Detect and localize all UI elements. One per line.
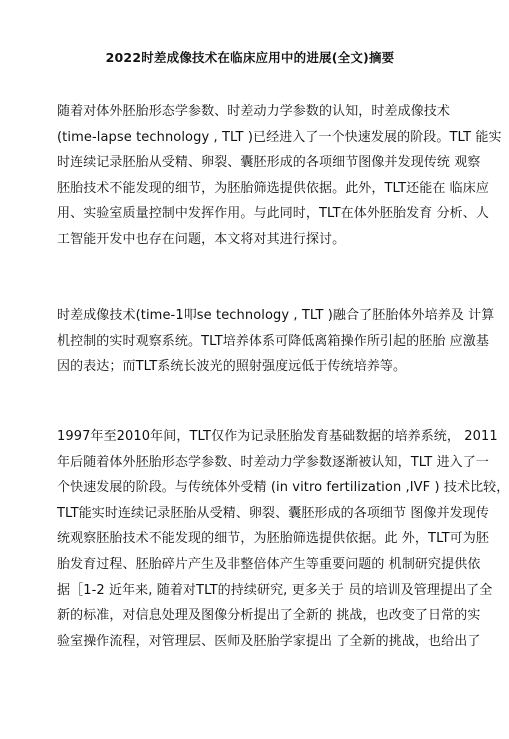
text-line: TLT能实时连续记录胚胎从受精、卵裂、囊胚形成的各项细节 图像并发现传 bbox=[57, 505, 489, 521]
text-line: 新的标准，对信息处理及图像分析提出了全新的 挑战，也改变了日常的实 bbox=[57, 608, 481, 624]
text-line: 随着对体外胚胎形态学参数、时差动力学参数的认知，时差成像技术 bbox=[57, 104, 451, 119]
text-line: 时差成像技术(time-1叩se technology , TLT )融合了胚胎体外培养及 计算 bbox=[57, 308, 495, 323]
text-line: 据［1-2 近年来, 随着对TLT的持续研究, 更多关于 员的培训及管理提出了全 bbox=[57, 582, 493, 598]
text-line: 用、实验室质量控制中发挥作用。与此同时，TLT在体外胚胎发育 分析、人 bbox=[57, 206, 489, 222]
text-line: 因的表达；而TLT系统长波光的照射强度远低于传统培养等。 bbox=[57, 359, 407, 375]
text-line: 胎发育过程、胚胎碎片产生及非整倍体产生等重要问题的 机制研究提供依 bbox=[57, 556, 481, 572]
text-line: (time-lapse technology , TLT )已经进入了一个快速发展的阶段。TLT 能实 bbox=[57, 129, 502, 145]
text-line: 时连续记录胚胎从受精、卵裂、囊胚形成的各项细节图像并发现传统 观察 bbox=[57, 155, 481, 171]
document-title: 2022时差成像技术在临床应用中的进展(全文)摘要 bbox=[105, 50, 395, 65]
text-line: 年后随着体外胚胎形态学参数、时差动力学参数逐渐被认知，TLT 进入了一 bbox=[57, 454, 489, 470]
text-line: 胚胎技术不能发现的细节，为胚胎筛选提供依据。此外，TLT还能在 临床应 bbox=[57, 180, 489, 196]
text-line: 1997年至2010年间，TLT仅作为记录胚胎发育基础数据的培养系统， 2011 bbox=[57, 429, 498, 444]
text-line: 统观察胚胎技术不能发现的细节，为胚胎筛选提供依据。此 外，TLT可为胚 bbox=[57, 531, 489, 547]
paragraph-definition bbox=[57, 303, 495, 380]
text-line: 验室操作流程，对管理层、医师及胚胎学家提出 了全新的挑战，也给出了 bbox=[57, 633, 481, 649]
paragraph-intro bbox=[57, 99, 502, 253]
text-line: 工智能开发中也存在问题，本文将对其进行探讨。 bbox=[57, 231, 346, 247]
paragraph-history bbox=[57, 424, 509, 654]
text-line: 个快速发展的阶段。与传统体外受精 (in vitro fertilization ,IVF ) 技术比较， bbox=[57, 480, 509, 496]
text-line: 机控制的实时观察系统。TLT培养体系可降低离箱操作所引起的胚胎 应激基 bbox=[57, 333, 489, 349]
